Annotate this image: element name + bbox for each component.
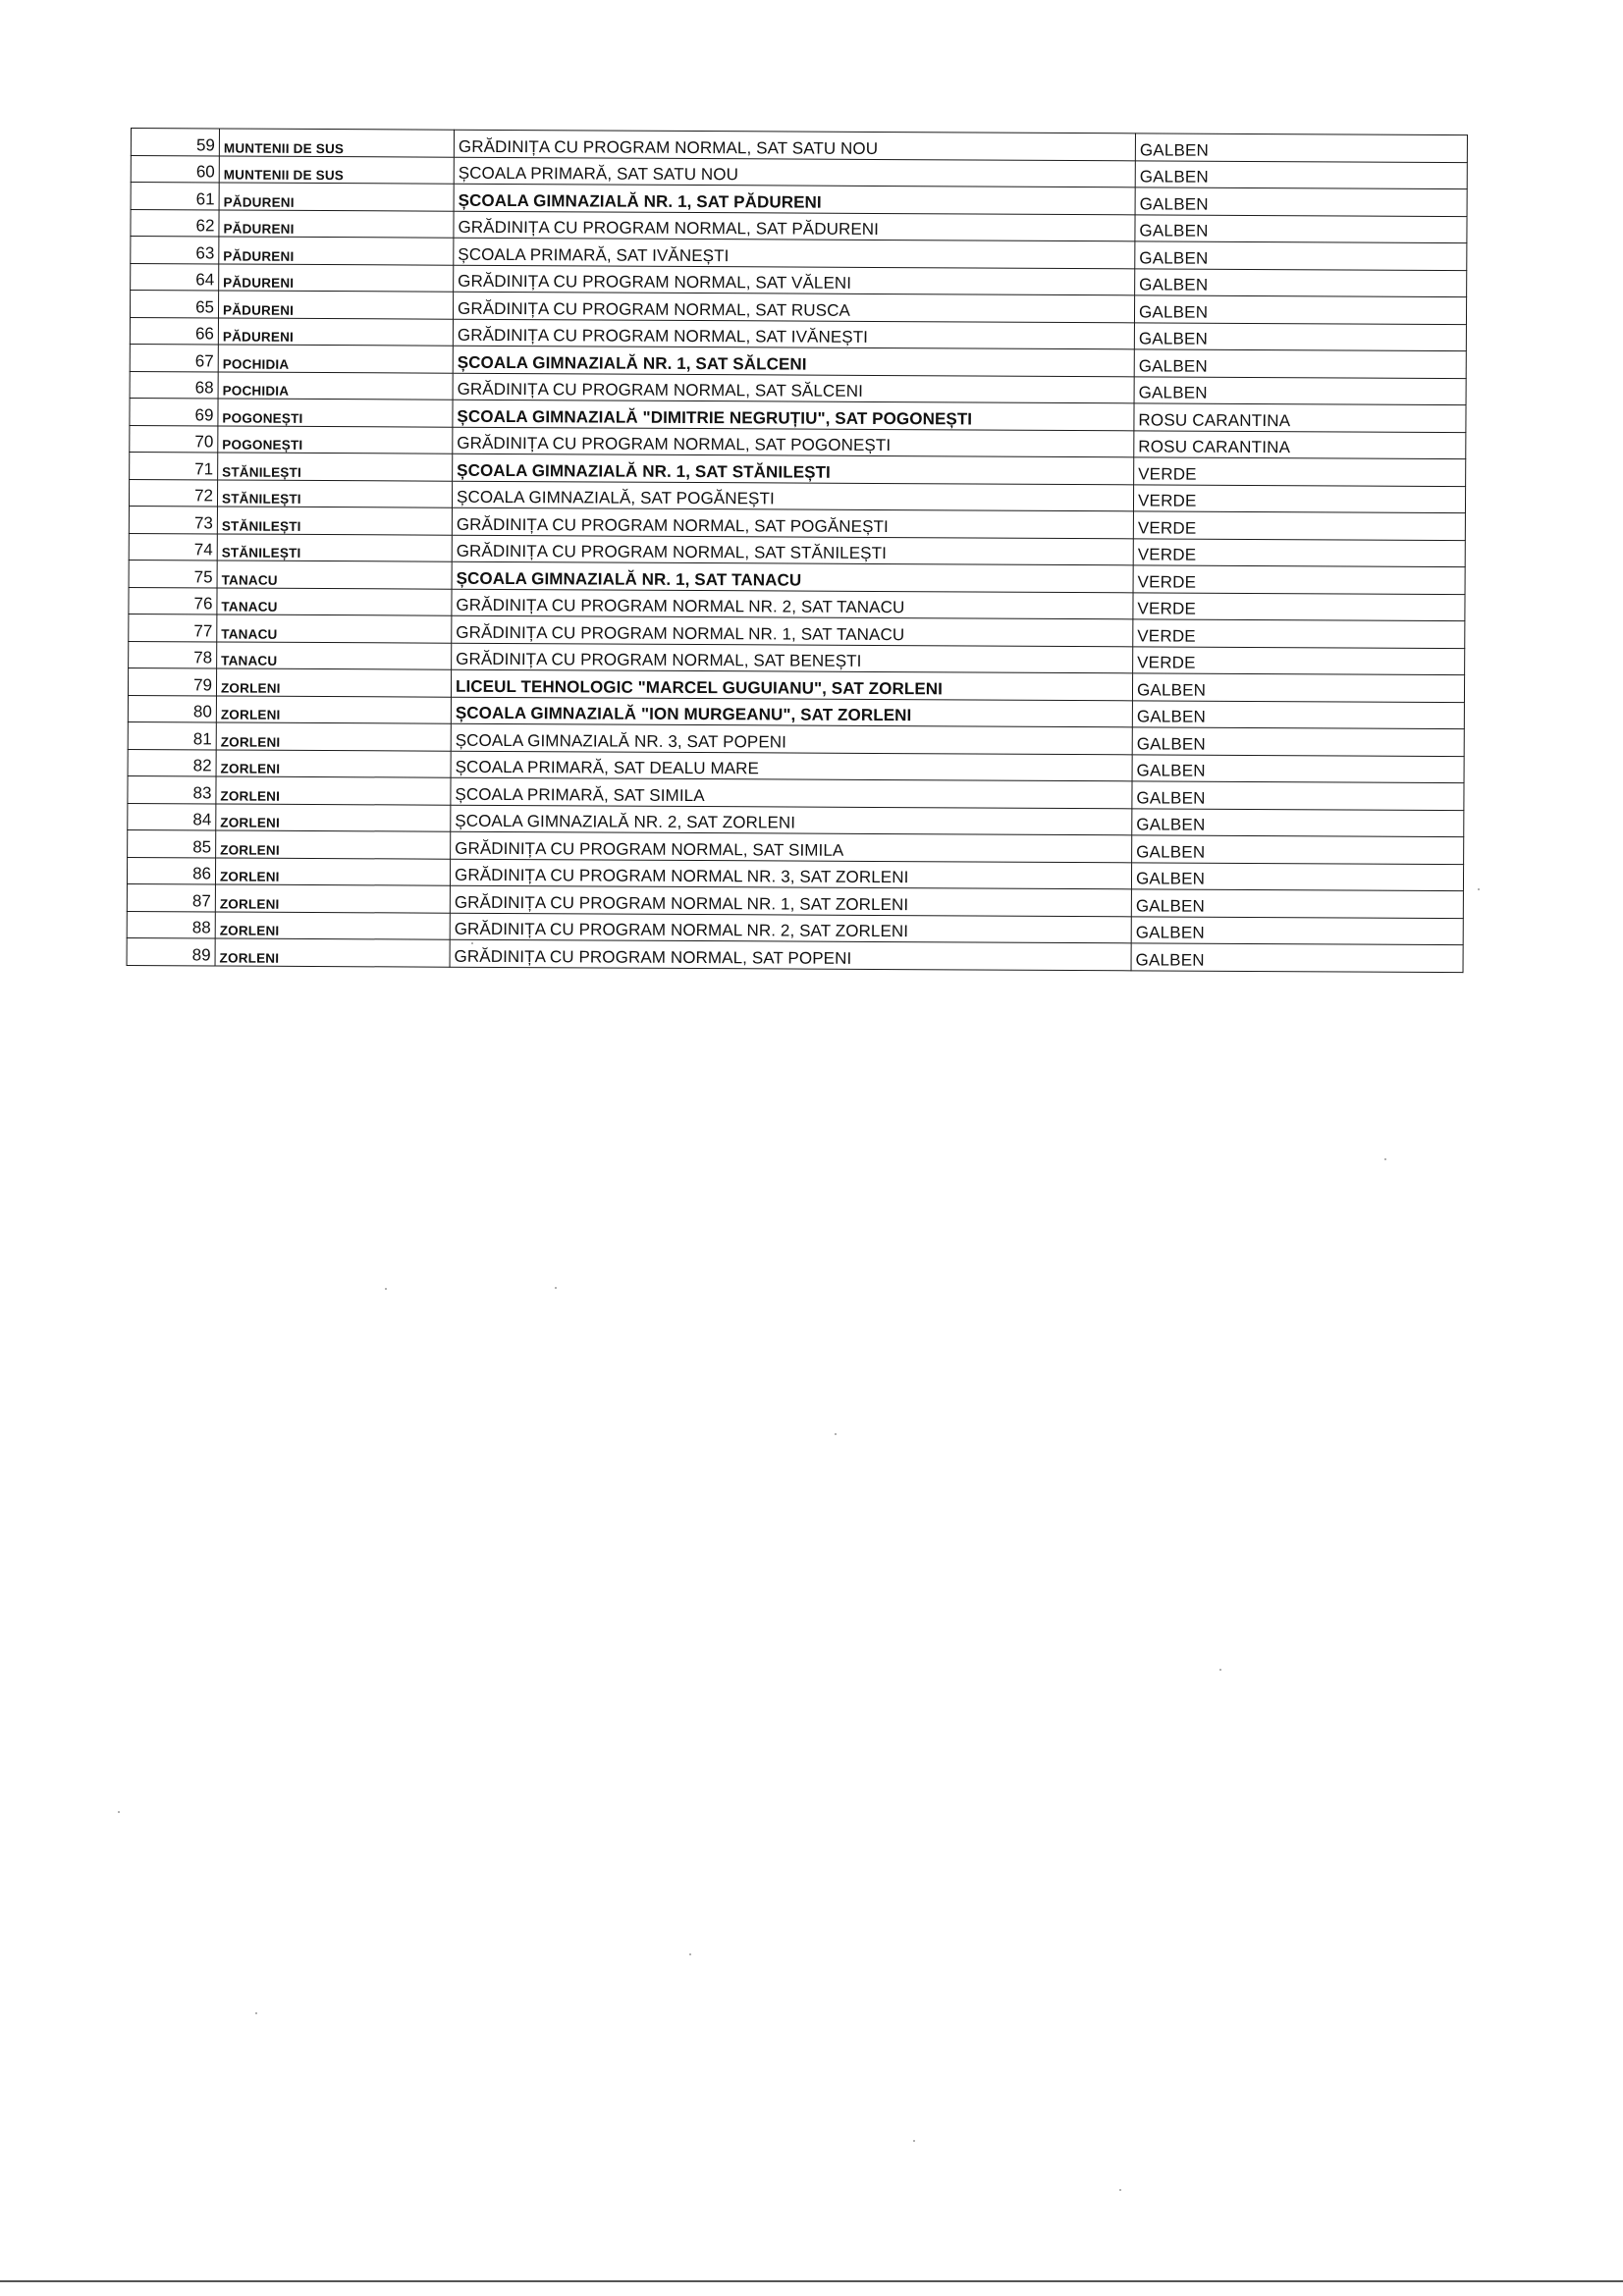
school-unit-cell: GRĂDINIȚA CU PROGRAM NORMAL, SAT SIMILA bbox=[451, 831, 1132, 862]
locality-cell: POGONEȘTI bbox=[218, 425, 453, 454]
locality-cell: ZORLENI bbox=[216, 776, 451, 805]
row-number-cell: 67 bbox=[130, 344, 218, 371]
scenario-cell: GALBEN bbox=[1131, 943, 1463, 972]
table-body bbox=[127, 129, 1467, 973]
scan-speck bbox=[835, 1433, 837, 1435]
school-unit-cell: GRĂDINIȚA CU PROGRAM NORMAL NR. 3, SAT ZORLENI bbox=[450, 859, 1131, 889]
school-unit-cell: ȘCOALA GIMNAZIALĂ NR. 1, SAT STĂNILEȘTI bbox=[453, 454, 1134, 484]
locality-cell: PĂDURENI bbox=[219, 209, 454, 238]
school-unit-cell: GRĂDINIȚA CU PROGRAM NORMAL, SAT POPENI bbox=[450, 939, 1131, 970]
school-unit-cell: GRĂDINIȚA CU PROGRAM NORMAL, SAT PĂDURENI bbox=[454, 211, 1135, 241]
row-number-cell: 62 bbox=[131, 209, 219, 237]
school-unit-cell: GRĂDINIȚA CU PROGRAM NORMAL, SAT SĂLCENI bbox=[453, 373, 1134, 403]
row-number-cell: 59 bbox=[131, 129, 219, 156]
scan-speck bbox=[913, 2140, 915, 2142]
school-unit-cell: GRĂDINIȚA CU PROGRAM NORMAL NR. 2, SAT ZORLENI bbox=[450, 913, 1131, 943]
school-unit-cell: GRĂDINIȚA CU PROGRAM NORMAL NR. 1, SAT ZORLENI bbox=[450, 885, 1131, 916]
scan-speck bbox=[555, 1287, 557, 1289]
scan-speck bbox=[255, 2012, 257, 2014]
school-unit-cell: GRĂDINIȚA CU PROGRAM NORMAL, SAT IVĂNEȘTI bbox=[453, 319, 1134, 349]
scan-speck bbox=[1219, 1669, 1221, 1671]
schools-scenario-table bbox=[127, 128, 1468, 973]
locality-cell: TANACU bbox=[217, 614, 452, 643]
scan-speck bbox=[385, 1288, 387, 1290]
locality-cell: ZORLENI bbox=[216, 722, 451, 751]
scenario-cell: GALBEN bbox=[1132, 781, 1464, 810]
scenario-cell: GALBEN bbox=[1134, 295, 1466, 324]
row-number-cell: 66 bbox=[130, 317, 218, 345]
school-unit-cell: ȘCOALA GIMNAZIALĂ NR. 2, SAT ZORLENI bbox=[451, 805, 1132, 835]
scenario-cell: GALBEN bbox=[1132, 673, 1464, 702]
school-unit-cell: GRĂDINIȚA CU PROGRAM NORMAL NR. 1, SAT TANACU bbox=[452, 615, 1133, 646]
locality-cell: ZORLENI bbox=[216, 830, 451, 859]
row-number-cell: 84 bbox=[128, 803, 216, 830]
scan-speck bbox=[689, 1953, 691, 1955]
row-number-cell: 69 bbox=[130, 398, 218, 425]
scenario-cell: VERDE bbox=[1134, 457, 1466, 486]
scenario-cell: ROSU CARANTINA bbox=[1134, 403, 1466, 432]
scenario-cell: GALBEN bbox=[1131, 916, 1463, 944]
table-row bbox=[127, 937, 1463, 972]
scan-speck bbox=[1384, 1158, 1386, 1160]
school-unit-cell: ȘCOALA GIMNAZIALĂ "DIMITRIE NEGRUȚIU", SAT POGONEȘTI bbox=[453, 400, 1134, 430]
locality-cell: ZORLENI bbox=[216, 749, 451, 777]
row-number-cell: 76 bbox=[129, 587, 217, 614]
row-number-cell: 81 bbox=[128, 721, 216, 749]
scenario-cell: GALBEN bbox=[1135, 241, 1467, 270]
scenario-cell: VERDE bbox=[1133, 484, 1465, 512]
school-unit-cell: ȘCOALA PRIMARĂ, SAT DEALU MARE bbox=[451, 751, 1132, 781]
row-number-cell: 61 bbox=[131, 183, 219, 210]
locality-cell: POCHIDIA bbox=[218, 345, 453, 373]
scan-speck bbox=[1478, 888, 1480, 890]
locality-cell: ZORLENI bbox=[215, 857, 450, 885]
scenario-cell: GALBEN bbox=[1132, 727, 1464, 756]
row-number-cell: 87 bbox=[127, 883, 215, 911]
locality-cell: ZORLENI bbox=[216, 803, 451, 831]
scenario-cell: GALBEN bbox=[1132, 700, 1464, 728]
locality-cell: TANACU bbox=[217, 561, 452, 589]
row-number-cell: 71 bbox=[130, 452, 218, 479]
row-number-cell: 78 bbox=[129, 641, 217, 668]
scenario-cell: GALBEN bbox=[1132, 835, 1464, 864]
row-number-cell: 88 bbox=[127, 911, 215, 938]
row-number-cell: 74 bbox=[129, 533, 217, 561]
locality-cell: STĂNILEȘTI bbox=[217, 533, 452, 561]
locality-cell: ZORLENI bbox=[215, 884, 450, 913]
scenario-cell: VERDE bbox=[1133, 511, 1465, 540]
school-unit-cell: ȘCOALA GIMNAZIALĂ, SAT POGĂNEȘTI bbox=[452, 481, 1133, 511]
school-unit-cell: ȘCOALA GIMNAZIALĂ NR. 1, SAT SĂLCENI bbox=[453, 346, 1134, 376]
scenario-cell: GALBEN bbox=[1131, 889, 1463, 918]
school-unit-cell: GRĂDINIȚA CU PROGRAM NORMAL, SAT VĂLENI bbox=[454, 265, 1135, 295]
school-unit-cell: GRĂDINIȚA CU PROGRAM NORMAL, SAT POGONEȘTI bbox=[453, 427, 1134, 457]
scenario-cell: VERDE bbox=[1133, 592, 1465, 620]
locality-cell: MUNTENII DE SUS bbox=[219, 155, 454, 184]
school-unit-cell: ȘCOALA GIMNAZIALĂ "ION MURGEANU", SAT ZORLENI bbox=[451, 697, 1132, 727]
locality-cell: PĂDURENI bbox=[219, 237, 454, 265]
locality-cell: STĂNILEȘTI bbox=[217, 479, 452, 507]
school-unit-cell: ȘCOALA PRIMARĂ, SAT SIMILA bbox=[451, 777, 1132, 808]
locality-cell: PĂDURENI bbox=[219, 183, 454, 211]
school-unit-cell: GRĂDINIȚA CU PROGRAM NORMAL, SAT STĂNILEȘTI bbox=[452, 535, 1133, 565]
school-unit-cell: GRĂDINIȚA CU PROGRAM NORMAL, SAT POGĂNEȘTI bbox=[452, 507, 1133, 538]
scenario-cell: GALBEN bbox=[1135, 268, 1467, 296]
school-unit-cell: ȘCOALA GIMNAZIALĂ NR. 3, SAT POPENI bbox=[451, 723, 1132, 754]
row-number-cell: 73 bbox=[129, 506, 217, 533]
scenario-cell: GALBEN bbox=[1134, 376, 1466, 404]
school-unit-cell: ȘCOALA GIMNAZIALĂ NR. 1, SAT TANACU bbox=[452, 561, 1133, 592]
locality-cell: ZORLENI bbox=[216, 695, 451, 723]
school-unit-cell: ȘCOALA PRIMARĂ, SAT SATU NOU bbox=[454, 157, 1135, 187]
scan-speck bbox=[1119, 2189, 1121, 2191]
row-number-cell: 82 bbox=[128, 749, 216, 776]
row-number-cell: 70 bbox=[130, 425, 218, 453]
row-number-cell: 60 bbox=[131, 155, 219, 183]
scenario-cell: GALBEN bbox=[1135, 133, 1467, 162]
locality-cell: PĂDURENI bbox=[219, 263, 454, 292]
scenario-cell: GALBEN bbox=[1135, 160, 1467, 188]
row-number-cell: 68 bbox=[130, 371, 218, 399]
locality-cell: ZORLENI bbox=[215, 938, 450, 967]
locality-cell: PĂDURENI bbox=[218, 317, 453, 346]
row-number-cell: 63 bbox=[131, 237, 219, 264]
school-unit-cell: ȘCOALA PRIMARĂ, SAT IVĂNEȘTI bbox=[454, 238, 1135, 268]
locality-cell: TANACU bbox=[217, 587, 452, 615]
scan-speck bbox=[471, 942, 473, 944]
locality-cell: TANACU bbox=[217, 641, 452, 669]
scenario-cell: VERDE bbox=[1133, 619, 1465, 648]
scenario-cell: GALBEN bbox=[1135, 187, 1467, 216]
row-number-cell: 64 bbox=[131, 263, 219, 291]
row-number-cell: 89 bbox=[127, 937, 215, 965]
locality-cell: STĂNILEȘTI bbox=[218, 453, 453, 481]
row-number-cell: 86 bbox=[127, 857, 215, 884]
scan-speck bbox=[118, 1811, 120, 1813]
locality-cell: STĂNILEȘTI bbox=[217, 507, 452, 535]
scenario-cell: GALBEN bbox=[1134, 322, 1466, 350]
scenario-cell: VERDE bbox=[1133, 565, 1465, 594]
locality-cell: POGONEȘTI bbox=[218, 399, 453, 427]
school-unit-cell: LICEUL TEHNOLOGIC "MARCEL GUGUIANU", SAT ZORLENI bbox=[451, 669, 1132, 700]
locality-cell: MUNTENII DE SUS bbox=[219, 129, 454, 157]
scenario-cell: GALBEN bbox=[1135, 214, 1467, 242]
scenario-cell: GALBEN bbox=[1134, 349, 1466, 378]
scenario-cell: GALBEN bbox=[1131, 862, 1463, 890]
scenario-cell: ROSU CARANTINA bbox=[1134, 430, 1466, 458]
school-unit-cell: GRĂDINIȚA CU PROGRAM NORMAL, SAT SATU NOU bbox=[454, 130, 1135, 160]
row-number-cell: 80 bbox=[128, 695, 216, 722]
row-number-cell: 65 bbox=[130, 291, 218, 318]
locality-cell: PĂDURENI bbox=[218, 291, 453, 319]
locality-cell: ZORLENI bbox=[216, 668, 451, 697]
scenario-cell: GALBEN bbox=[1132, 754, 1464, 782]
row-number-cell: 83 bbox=[128, 775, 216, 803]
page-bottom-rule bbox=[0, 2280, 1623, 2282]
row-number-cell: 77 bbox=[129, 614, 217, 641]
row-number-cell: 79 bbox=[128, 667, 216, 695]
school-unit-cell: ȘCOALA GIMNAZIALĂ NR. 1, SAT PĂDURENI bbox=[454, 184, 1135, 214]
school-unit-cell: GRĂDINIȚA CU PROGRAM NORMAL NR. 2, SAT TANACU bbox=[452, 589, 1133, 619]
scenario-cell: VERDE bbox=[1133, 646, 1465, 674]
scenario-cell: VERDE bbox=[1133, 538, 1465, 566]
row-number-cell: 85 bbox=[128, 829, 216, 857]
row-number-cell: 72 bbox=[129, 479, 217, 507]
locality-cell: POCHIDIA bbox=[218, 371, 453, 400]
school-unit-cell: GRĂDINIȚA CU PROGRAM NORMAL, SAT RUSCA bbox=[453, 292, 1134, 322]
row-number-cell: 75 bbox=[129, 560, 217, 587]
scenario-cell: GALBEN bbox=[1132, 808, 1464, 836]
school-unit-cell: GRĂDINIȚA CU PROGRAM NORMAL, SAT BENEȘTI bbox=[452, 643, 1133, 673]
locality-cell: ZORLENI bbox=[215, 911, 450, 939]
